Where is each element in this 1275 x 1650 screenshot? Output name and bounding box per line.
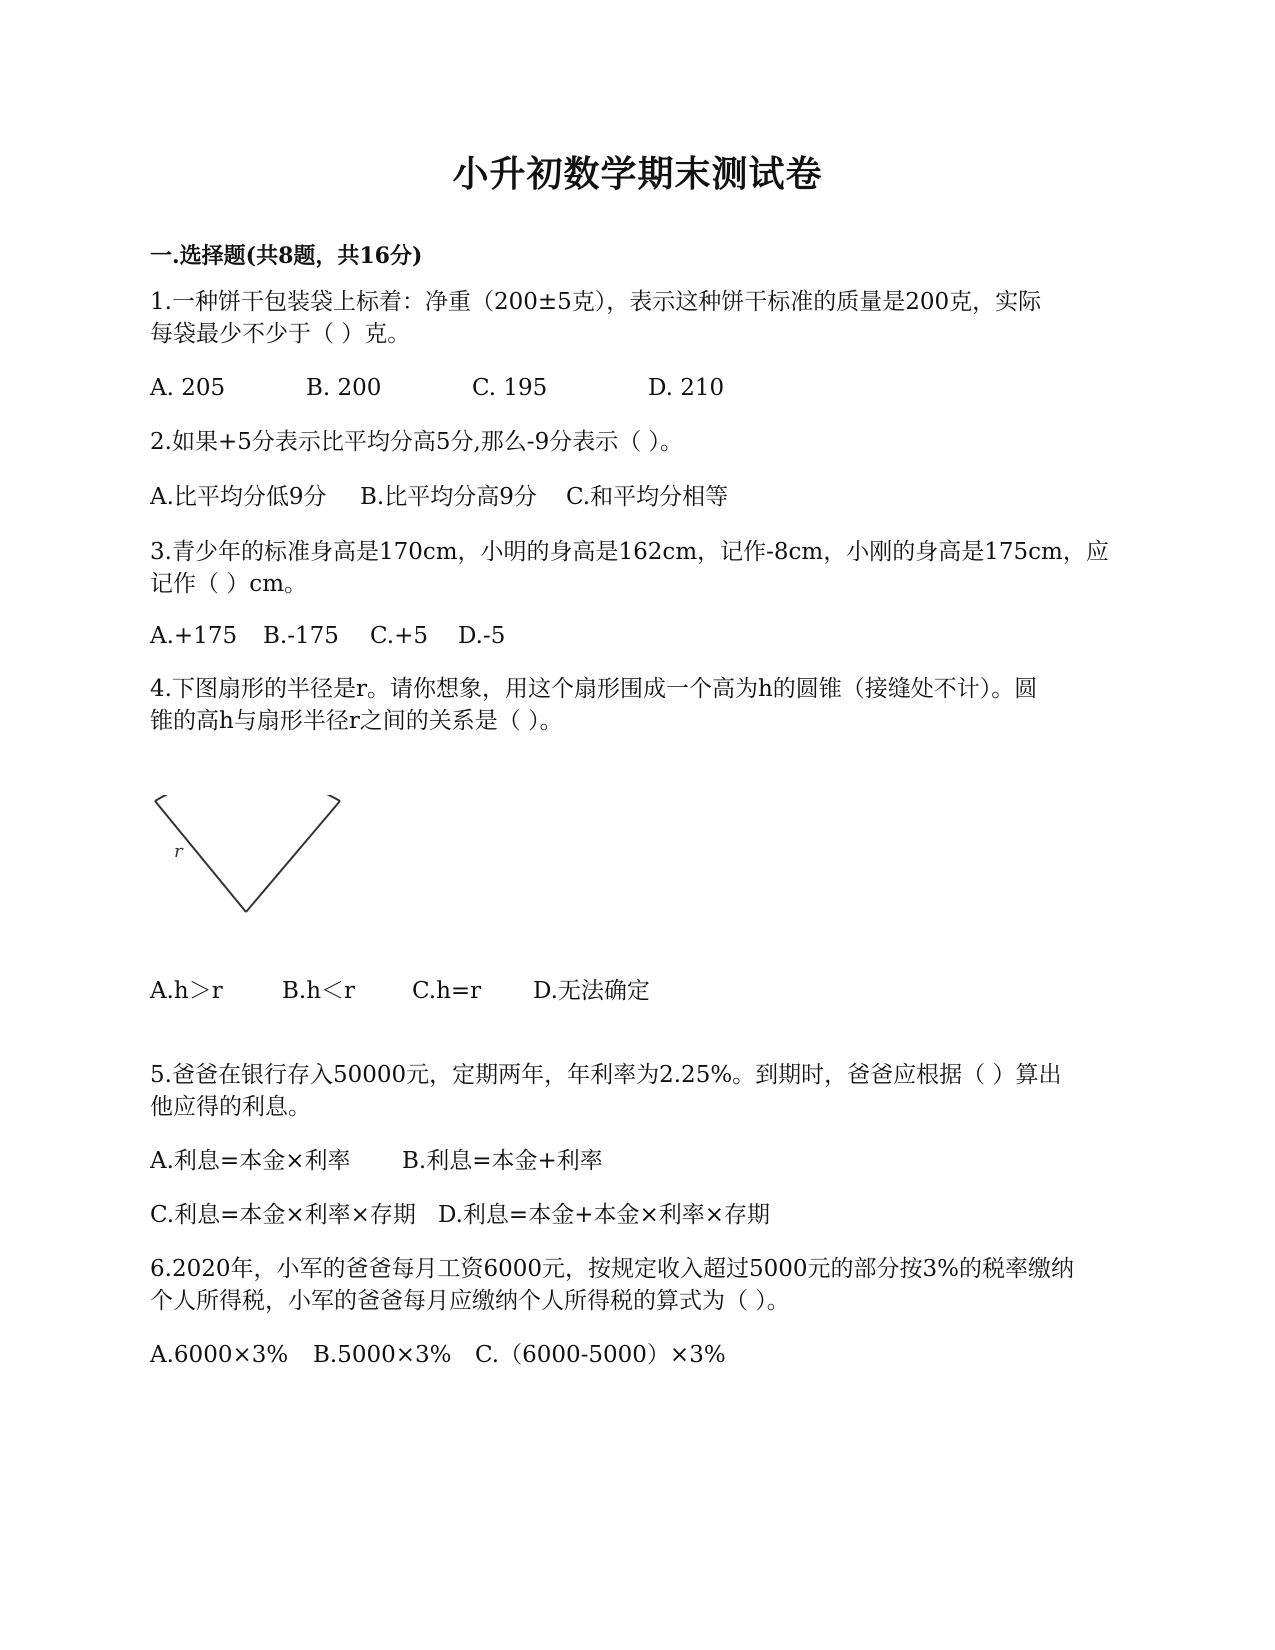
option-b: B.5000×3% bbox=[313, 1342, 452, 1368]
question-stem-line: 每袋最少不少于（ ）克。 bbox=[150, 321, 411, 347]
question-stem-line: 2.如果+5分表示比平均分高5分,那么-9分表示（ ）。 bbox=[150, 429, 684, 455]
question-4 bbox=[150, 673, 1120, 737]
sector-radius-left bbox=[155, 801, 246, 912]
page-title: 小升初数学期末测试卷 bbox=[452, 153, 823, 195]
question-5-options-row2 bbox=[150, 1199, 1130, 1231]
question-stem-line: 5.爸爸在银行存入50000元，定期两年，年利率为2.25%。到期时，爸爸应根据（ ）算出 bbox=[150, 1062, 1062, 1088]
sector-radius-right bbox=[246, 801, 340, 912]
question-3 bbox=[150, 536, 1120, 600]
option-d: D.-5 bbox=[458, 623, 506, 649]
radius-label: r bbox=[174, 841, 183, 862]
question-2 bbox=[150, 426, 1120, 458]
option-a: A.利息=本金×利率 bbox=[150, 1148, 351, 1174]
option-b: B.比平均分高9分 bbox=[360, 484, 537, 510]
question-stem-line: 1.一种饼干包装袋上标着：净重（200±5克），表示这种饼干标准的质量是200克，实际 bbox=[150, 289, 1042, 315]
question-4-options bbox=[150, 975, 1130, 1007]
option-d: D.无法确定 bbox=[533, 978, 650, 1004]
section-heading: 一.选择题(共8题，共16分) bbox=[150, 243, 423, 269]
option-b: B.-175 bbox=[263, 623, 339, 649]
option-b: B.利息=本金+利率 bbox=[402, 1148, 603, 1174]
question-stem-line: 个人所得税，小军的爸爸每月应缴纳个人所得税的算式为（ ）。 bbox=[150, 1288, 790, 1314]
question-6 bbox=[150, 1253, 1120, 1317]
question-stem-line: 6.2020年，小军的爸爸每月工资6000元，按规定收入超过5000元的部分按3%的税率缴纳 bbox=[150, 1256, 1075, 1282]
question-3-options bbox=[150, 620, 1130, 652]
option-c: C. 195 bbox=[472, 375, 548, 401]
question-6-options bbox=[150, 1339, 1130, 1371]
option-a: A.6000×3% bbox=[150, 1342, 289, 1368]
option-d: D. 210 bbox=[648, 375, 725, 401]
option-c: C.利息=本金×利率×存期 bbox=[150, 1202, 416, 1228]
option-c: C.和平均分相等 bbox=[566, 484, 729, 510]
question-stem-line: 4.下图扇形的半径是r。请你想象，用这个扇形围成一个高为h的圆锥（接缝处不计）。圆 bbox=[150, 676, 1038, 702]
option-c: C.（6000-5000）×3% bbox=[475, 1342, 726, 1368]
option-c: C.h=r bbox=[412, 978, 482, 1004]
option-b: B. 200 bbox=[306, 375, 382, 401]
option-d: D.利息=本金+本金×利率×存期 bbox=[438, 1202, 771, 1228]
option-c: C.+5 bbox=[370, 623, 428, 649]
question-5-options-row1 bbox=[150, 1145, 1130, 1177]
question-stem-line: 3.青少年的标准身高是170cm，小明的身高是162cm，记作-8cm，小刚的身高是175cm，应 bbox=[150, 539, 1109, 565]
option-a: A.+175 bbox=[150, 623, 238, 649]
question-1-options bbox=[150, 372, 1130, 404]
option-a: A.h＞r bbox=[150, 978, 223, 1004]
question-1 bbox=[150, 286, 1120, 350]
option-a: A. 205 bbox=[150, 375, 226, 401]
option-b: B.h＜r bbox=[282, 978, 356, 1004]
sector-arc bbox=[155, 795, 340, 801]
question-5 bbox=[150, 1059, 1120, 1123]
question-stem-line: 锥的高h与扇形半径r之间的关系是（ ）。 bbox=[150, 708, 563, 734]
question-2-options bbox=[150, 481, 1130, 513]
sector-diagram bbox=[150, 795, 360, 965]
option-a: A.比平均分低9分 bbox=[150, 484, 327, 510]
question-stem-line: 他应得的利息。 bbox=[150, 1094, 311, 1120]
question-stem-line: 记作（ ）cm。 bbox=[150, 571, 308, 597]
